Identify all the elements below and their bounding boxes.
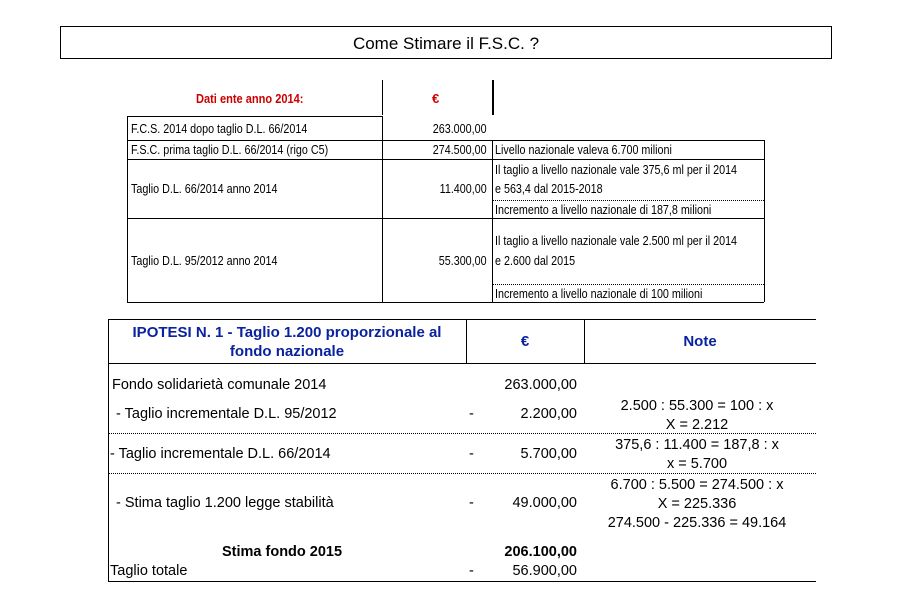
table2-row-note: 274.500 - 225.336 = 49.164 bbox=[607, 515, 787, 531]
table1-header-currency: € bbox=[432, 91, 440, 106]
table2-dotted-rule bbox=[108, 473, 816, 474]
table2-row-note: 6.700 : 5.500 = 274.500 : x bbox=[610, 477, 784, 493]
table1-row-label: Taglio D.L. 66/2014 anno 2014 bbox=[131, 182, 278, 196]
table1-row-value: 263.000,00 bbox=[433, 122, 487, 136]
table1-row-increment: Incremento a livello nazionale di 100 milioni bbox=[495, 287, 703, 301]
table2-row-value: 2.200,00 bbox=[520, 406, 577, 422]
table2-divider bbox=[108, 319, 109, 581]
table2-header-currency: € bbox=[520, 333, 530, 350]
table1-divider bbox=[492, 80, 494, 115]
table1-divider bbox=[127, 116, 128, 302]
table2-dotted-rule bbox=[108, 433, 816, 434]
table1-row-label: F.C.S. 2014 dopo taglio D.L. 66/2014 bbox=[131, 122, 308, 136]
estimate-label: Stima fondo 2015 bbox=[222, 544, 343, 560]
table1-row-value: 274.500,00 bbox=[433, 143, 487, 157]
table2-row-label: - Taglio incrementale D.L. 95/2012 bbox=[112, 406, 337, 422]
page-title bbox=[60, 26, 832, 59]
table2-row-sign: - bbox=[469, 406, 474, 422]
table2-rule bbox=[108, 581, 816, 582]
table2-header-title: IPOTESI N. 1 - Taglio 1.200 proporzionale al bbox=[132, 324, 442, 341]
table2-row-note: X = 225.336 bbox=[657, 496, 737, 512]
table1-row-label: Taglio D.L. 95/2012 anno 2014 bbox=[131, 254, 278, 268]
table2-row-value: 5.700,00 bbox=[520, 446, 577, 462]
table1-divider bbox=[382, 80, 383, 115]
total-label: Taglio totale bbox=[110, 563, 188, 579]
table1-header-label: Dati ente anno 2014: bbox=[196, 91, 304, 106]
table1-rule bbox=[127, 140, 764, 141]
table1-row-label: F.S.C. prima taglio D.L. 66/2014 (rigo C5) bbox=[131, 143, 329, 157]
total-value: 56.900,00 bbox=[512, 563, 577, 579]
table1-dotted-rule bbox=[492, 284, 764, 285]
table2-row-label: - Taglio incrementale D.L. 66/2014 bbox=[110, 446, 331, 462]
table2-row-note: 375,6 : 11.400 = 187,8 : x bbox=[615, 437, 779, 453]
table2-row-label: Fondo solidarietà comunale 2014 bbox=[112, 377, 327, 393]
table1-row-value: 55.300,00 bbox=[439, 254, 487, 268]
table1-rule bbox=[127, 159, 764, 160]
estimate-value: 206.100,00 bbox=[504, 544, 577, 560]
table1-divider bbox=[764, 140, 765, 302]
title-text: Come Stimare il F.S.C. ? bbox=[352, 34, 540, 53]
table1-rule bbox=[127, 302, 764, 303]
table1-dotted-rule bbox=[492, 200, 764, 201]
table2-row-value: 263.000,00 bbox=[504, 377, 577, 393]
total-sign: - bbox=[469, 563, 474, 579]
table2-rule bbox=[108, 319, 816, 320]
table2-row-note: x = 5.700 bbox=[666, 456, 728, 472]
table1-row-note: Livello nazionale valeva 6.700 milioni bbox=[495, 143, 672, 157]
table1-row-note: e 563,4 dal 2015-2018 bbox=[495, 182, 603, 196]
table2-header-notes: Note bbox=[683, 333, 717, 350]
table1-row-note: Il taglio a livello nazionale vale 2.500 ml per il 2014 bbox=[495, 234, 738, 248]
table1-row-increment: Incremento a livello nazionale di 187,8 milioni bbox=[495, 203, 712, 217]
table2-row-value: 49.000,00 bbox=[512, 495, 577, 511]
table2-row-label: - Stima taglio 1.200 legge stabilità bbox=[112, 495, 334, 511]
table2-row-note: X = 2.212 bbox=[665, 417, 729, 433]
table2-header-title: fondo nazionale bbox=[229, 343, 345, 360]
table1-row-note: Il taglio a livello nazionale vale 375,6 ml per il 2014 bbox=[495, 163, 738, 177]
table1-divider bbox=[492, 140, 493, 302]
table2-row-sign: - bbox=[469, 446, 474, 462]
table1-row-note: e 2.600 dal 2015 bbox=[495, 254, 576, 268]
table1-rule bbox=[127, 116, 383, 117]
table2-row-note: 2.500 : 55.300 = 100 : x bbox=[620, 398, 774, 414]
table1-rule bbox=[127, 218, 764, 219]
table1-divider bbox=[382, 116, 383, 302]
table2-rule bbox=[108, 363, 816, 364]
table2-row-sign: - bbox=[469, 495, 474, 511]
table1-row-value: 11.400,00 bbox=[439, 182, 487, 196]
